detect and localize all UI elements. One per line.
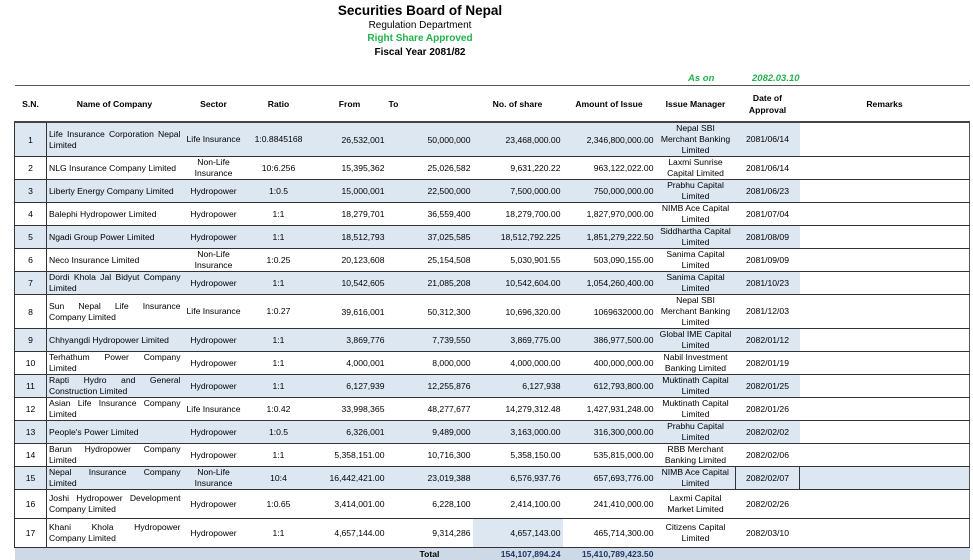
sn-cell: 11 [15, 375, 47, 398]
ratio-cell: 1:0.5 [245, 421, 313, 444]
to-cell: 12,255,876 [387, 375, 473, 398]
col-header-sn: S.N. [15, 86, 47, 123]
table-row [15, 329, 970, 352]
sn-cell: 8 [15, 295, 47, 329]
table-row [15, 467, 970, 490]
sn-cell: 3 [15, 180, 47, 203]
sn-cell: 12 [15, 398, 47, 421]
from-cell: 18,512,793 [313, 226, 387, 249]
ratio-cell: 10:4 [245, 467, 313, 490]
shares-cell: 9,631,220.22 [473, 157, 563, 180]
sn-cell: 10 [15, 352, 47, 375]
approval-date-cell: 2081/10/23 [736, 272, 800, 295]
amount-cell: 750,000,000.00 [563, 180, 656, 203]
sector-cell: Hydropower [183, 444, 245, 467]
amount-cell: 1,851,279,222.50 [563, 226, 656, 249]
amount-cell: 465,714,300.00 [563, 519, 656, 548]
table-row [15, 249, 970, 272]
company-name-cell: Terhathum Power Company Limited [47, 352, 183, 375]
col-header-manager: Issue Manager [656, 86, 736, 123]
issue-manager-cell: NIMB Ace Capital Limited [656, 203, 736, 226]
issue-manager-cell: Prabhu Capital Limited [656, 421, 736, 444]
approval-date-cell: 2081/06/14 [736, 122, 800, 157]
amount-cell: 2,346,800,000.00 [563, 122, 656, 157]
approval-date-cell: 2081/07/04 [736, 203, 800, 226]
ratio-cell: 1:0.27 [245, 295, 313, 329]
shares-cell: 23,468,000.00 [473, 122, 563, 157]
total-shares: 154,107,894.24 [473, 548, 563, 560]
company-name-cell: Liberty Energy Company Limited [47, 180, 183, 203]
sector-cell: Hydropower [183, 180, 245, 203]
sector-cell: Life Insurance [183, 295, 245, 329]
ratio-cell: 1:1 [245, 272, 313, 295]
ratio-cell: 1:1 [245, 352, 313, 375]
remarks-cell [800, 203, 970, 226]
sector-cell: Non-Life Insurance [183, 467, 245, 490]
col-header-shares: No. of share [473, 86, 563, 123]
ratio-cell: 1:1 [245, 375, 313, 398]
fiscal-year-label: Fiscal Year 2081/82 [374, 47, 466, 58]
shares-cell: 3,869,775.00 [473, 329, 563, 352]
col-header-amount: Amount of Issue [563, 86, 656, 123]
col-header-ratio: Ratio [245, 86, 313, 123]
remarks-cell [800, 519, 970, 548]
table-row [15, 375, 970, 398]
amount-cell: 316,300,000.00 [563, 421, 656, 444]
table-row [15, 398, 970, 421]
issue-manager-cell: Nepal SBI Merchant Banking Limited [656, 295, 736, 329]
from-cell: 4,000,001 [313, 352, 387, 375]
company-name-cell: People's Power Limited [47, 421, 183, 444]
shares-cell: 10,542,604.00 [473, 272, 563, 295]
sn-cell: 14 [15, 444, 47, 467]
amount-cell: 241,410,000.00 [563, 490, 656, 519]
company-name-cell: Balephi Hydropower Limited [47, 203, 183, 226]
approval-date-cell: 2081/08/09 [736, 226, 800, 249]
remarks-cell [800, 157, 970, 180]
total-spacer [15, 548, 387, 560]
shares-cell: 18,512,792.225 [473, 226, 563, 249]
sn-cell: 1 [15, 122, 47, 157]
table-row [15, 352, 970, 375]
company-name-cell: Life Insurance Corporation Nepal Limited [47, 122, 183, 157]
company-name-cell: NLG Insurance Company Limited [47, 157, 183, 180]
amount-cell: 535,815,000.00 [563, 444, 656, 467]
ratio-cell: 1:1 [245, 226, 313, 249]
from-cell: 6,326,001 [313, 421, 387, 444]
shares-cell: 5,358,150.00 [473, 444, 563, 467]
issue-manager-cell: Sanima Capital Limited [656, 249, 736, 272]
ratio-cell: 1:0.8845168 [245, 122, 313, 157]
ratio-cell: 1:1 [245, 203, 313, 226]
to-cell: 8,000,000 [387, 352, 473, 375]
to-cell: 22,500,000 [387, 180, 473, 203]
sn-cell: 9 [15, 329, 47, 352]
amount-cell: 1,427,931,248.00 [563, 398, 656, 421]
col-header-from: From [313, 86, 387, 123]
remarks-cell [800, 490, 970, 519]
remarks-cell [800, 444, 970, 467]
from-cell: 5,358,151.00 [313, 444, 387, 467]
issue-manager-cell: Sanima Capital Limited [656, 272, 736, 295]
sector-cell: Hydropower [183, 272, 245, 295]
issue-manager-cell: Muktinath Capital Limited [656, 398, 736, 421]
company-name-cell: Neco Insurance Limited [47, 249, 183, 272]
sn-cell: 2 [15, 157, 47, 180]
col-header-approval: Date of Approval [736, 86, 800, 123]
from-cell: 15,000,001 [313, 180, 387, 203]
company-name-cell: Asian Life Insurance Company Limited [47, 398, 183, 421]
from-cell: 10,542,605 [313, 272, 387, 295]
issue-manager-cell: Global IME Capital Limited [656, 329, 736, 352]
amount-cell: 400,000,000.00 [563, 352, 656, 375]
from-cell: 20,123,608 [313, 249, 387, 272]
from-cell: 6,127,939 [313, 375, 387, 398]
col-header-remarks: Remarks [800, 86, 970, 123]
total-row [15, 548, 970, 560]
remarks-cell [800, 122, 970, 157]
issue-manager-cell: Laxmi Sunrise Capital Limited [656, 157, 736, 180]
remarks-cell [800, 249, 970, 272]
to-cell: 50,312,300 [387, 295, 473, 329]
ratio-cell: 10:6.256 [245, 157, 313, 180]
remarks-cell [800, 352, 970, 375]
approval-date-cell: 2082/01/12 [736, 329, 800, 352]
amount-cell: 503,090,155.00 [563, 249, 656, 272]
amount-cell: 386,977,500.00 [563, 329, 656, 352]
to-cell: 48,277,677 [387, 398, 473, 421]
to-cell: 25,154,508 [387, 249, 473, 272]
shares-cell: 18,279,700.00 [473, 203, 563, 226]
company-name-cell: Barun Hydropower Company Limited [47, 444, 183, 467]
to-cell: 7,739,550 [387, 329, 473, 352]
total-label: Total [387, 548, 473, 560]
issue-manager-cell: Prabhu Capital Limited [656, 180, 736, 203]
approval-date-cell: 2082/03/10 [736, 519, 800, 548]
ratio-cell: 1:0.25 [245, 249, 313, 272]
table-row [15, 444, 970, 467]
from-cell: 26,532,001 [313, 122, 387, 157]
right-share-table [14, 85, 970, 560]
col-header-to: To [387, 86, 473, 123]
company-name-cell: Ngadi Group Power Limited [47, 226, 183, 249]
amount-cell: 963,122,022.00 [563, 157, 656, 180]
sector-cell: Life Insurance [183, 398, 245, 421]
company-name-cell: Chhyangdi Hydropower Limited [47, 329, 183, 352]
department-label: Regulation Department [368, 20, 472, 31]
status-heading: Right Share Approved [367, 33, 473, 44]
company-name-cell: Dordi Khola Jal Bidyut Company Limited [47, 272, 183, 295]
from-cell: 18,279,701 [313, 203, 387, 226]
issue-manager-cell: Siddhartha Capital Limited [656, 226, 736, 249]
issue-manager-cell: Nabil Investment Banking Limited [656, 352, 736, 375]
to-cell: 21,085,208 [387, 272, 473, 295]
col-header-sector: Sector [183, 86, 245, 123]
sector-cell: Non-Life Insurance [183, 157, 245, 180]
as-on-date: 2082.03.10 [752, 73, 800, 84]
total-amount: 15,410,789,423.50 [563, 548, 656, 560]
remarks-cell [800, 226, 970, 249]
table-row [15, 421, 970, 444]
ratio-cell: 1:1 [245, 444, 313, 467]
company-name-cell: Khani Khola Hydropower Company Limited [47, 519, 183, 548]
remarks-cell [800, 295, 970, 329]
remarks-cell [800, 421, 970, 444]
to-cell: 36,559,400 [387, 203, 473, 226]
issue-manager-cell: RBB Merchant Banking Limited [656, 444, 736, 467]
sector-cell: Hydropower [183, 329, 245, 352]
shares-cell: 6,127,938 [473, 375, 563, 398]
approval-date-cell: 2081/12/03 [736, 295, 800, 329]
sector-cell: Hydropower [183, 352, 245, 375]
shares-cell: 3,163,000.00 [473, 421, 563, 444]
to-cell: 9,489,000 [387, 421, 473, 444]
ratio-cell: 1:1 [245, 329, 313, 352]
issue-manager-cell: Muktinath Capital Limited [656, 375, 736, 398]
sn-cell: 16 [15, 490, 47, 519]
table-row [15, 519, 970, 548]
to-cell: 25,026,582 [387, 157, 473, 180]
from-cell: 4,657,144.00 [313, 519, 387, 548]
page-title: Securities Board of Nepal [337, 3, 503, 18]
to-cell: 50,000,000 [387, 122, 473, 157]
table-row [15, 122, 970, 157]
approval-date-cell: 2082/01/26 [736, 398, 800, 421]
shares-cell: 6,576,937.76 [473, 467, 563, 490]
ratio-cell: 1:0.5 [245, 180, 313, 203]
remarks-cell [800, 329, 970, 352]
table-body [15, 122, 970, 560]
sn-cell: 13 [15, 421, 47, 444]
to-cell: 10,716,300 [387, 444, 473, 467]
table-row [15, 180, 970, 203]
shares-cell: 14,279,312.48 [473, 398, 563, 421]
remarks-cell [800, 180, 970, 203]
issue-manager-cell: Laxmi Capital Market Limited [656, 490, 736, 519]
remarks-cell [800, 272, 970, 295]
approval-date-cell: 2081/09/09 [736, 249, 800, 272]
shares-cell: 10,696,320.00 [473, 295, 563, 329]
approval-date-cell: 2081/06/14 [736, 157, 800, 180]
shares-cell: 4,657,143.00 [473, 519, 563, 548]
to-cell: 23,019,388 [387, 467, 473, 490]
approval-date-cell: 2082/02/06 [736, 444, 800, 467]
approval-date-cell: 2082/02/26 [736, 490, 800, 519]
remarks-cell [800, 375, 970, 398]
company-name-cell: Nepal Insurance Company Limited [47, 467, 183, 490]
amount-cell: 612,793,800.00 [563, 375, 656, 398]
shares-cell: 4,000,000.00 [473, 352, 563, 375]
as-on-label: As on [688, 73, 715, 84]
sector-cell: Hydropower [183, 226, 245, 249]
ratio-cell: 1:1 [245, 519, 313, 548]
issue-manager-cell: Citizens Capital Limited [656, 519, 736, 548]
shares-cell: 5,030,901.55 [473, 249, 563, 272]
table-row [15, 203, 970, 226]
to-cell: 9,314,286 [387, 519, 473, 548]
from-cell: 3,869,776 [313, 329, 387, 352]
to-cell: 37,025,585 [387, 226, 473, 249]
shares-cell: 2,414,100.00 [473, 490, 563, 519]
from-cell: 3,414,001.00 [313, 490, 387, 519]
amount-cell: 1,827,970,000.00 [563, 203, 656, 226]
from-cell: 15,395,362 [313, 157, 387, 180]
sector-cell: Life Insurance [183, 122, 245, 157]
approval-date-cell: 2082/02/07 [736, 467, 800, 490]
sector-cell: Non-Life Insurance [183, 249, 245, 272]
col-header-name: Name of Company [47, 86, 183, 123]
table-header-row [15, 86, 970, 123]
company-name-cell: Sun Nepal Life Insurance Company Limited [47, 295, 183, 329]
table-row [15, 157, 970, 180]
issue-manager-cell: Nepal SBI Merchant Banking Limited [656, 122, 736, 157]
from-cell: 39,616,001 [313, 295, 387, 329]
sector-cell: Hydropower [183, 421, 245, 444]
remarks-cell [800, 467, 970, 490]
sn-cell: 7 [15, 272, 47, 295]
to-cell: 6,228,100 [387, 490, 473, 519]
table-row [15, 226, 970, 249]
sector-cell: Hydropower [183, 519, 245, 548]
company-name-cell: Rapti Hydro and General Construction Limited [47, 375, 183, 398]
sn-cell: 5 [15, 226, 47, 249]
approval-date-cell: 2082/01/19 [736, 352, 800, 375]
approval-date-cell: 2082/01/25 [736, 375, 800, 398]
approval-date-cell: 2081/06/23 [736, 180, 800, 203]
issue-manager-cell: NIMB Ace Capital Limited [656, 467, 736, 490]
table-row [15, 272, 970, 295]
sn-cell: 4 [15, 203, 47, 226]
total-filler [656, 548, 970, 560]
from-cell: 16,442,421.00 [313, 467, 387, 490]
amount-cell: 1069632000.00 [563, 295, 656, 329]
table-row [15, 295, 970, 329]
remarks-cell [800, 398, 970, 421]
amount-cell: 657,693,776.00 [563, 467, 656, 490]
ratio-cell: 1:0.42 [245, 398, 313, 421]
from-cell: 33,998,365 [313, 398, 387, 421]
shares-cell: 7,500,000.00 [473, 180, 563, 203]
sn-cell: 15 [15, 467, 47, 490]
sn-cell: 17 [15, 519, 47, 548]
sn-cell: 6 [15, 249, 47, 272]
ratio-cell: 1:0.65 [245, 490, 313, 519]
sector-cell: Hydropower [183, 375, 245, 398]
company-name-cell: Joshi Hydropower Development Company Limited [47, 490, 183, 519]
amount-cell: 1,054,260,400.00 [563, 272, 656, 295]
approval-date-cell: 2082/02/02 [736, 421, 800, 444]
table-row [15, 490, 970, 519]
sector-cell: Hydropower [183, 490, 245, 519]
sector-cell: Hydropower [183, 203, 245, 226]
